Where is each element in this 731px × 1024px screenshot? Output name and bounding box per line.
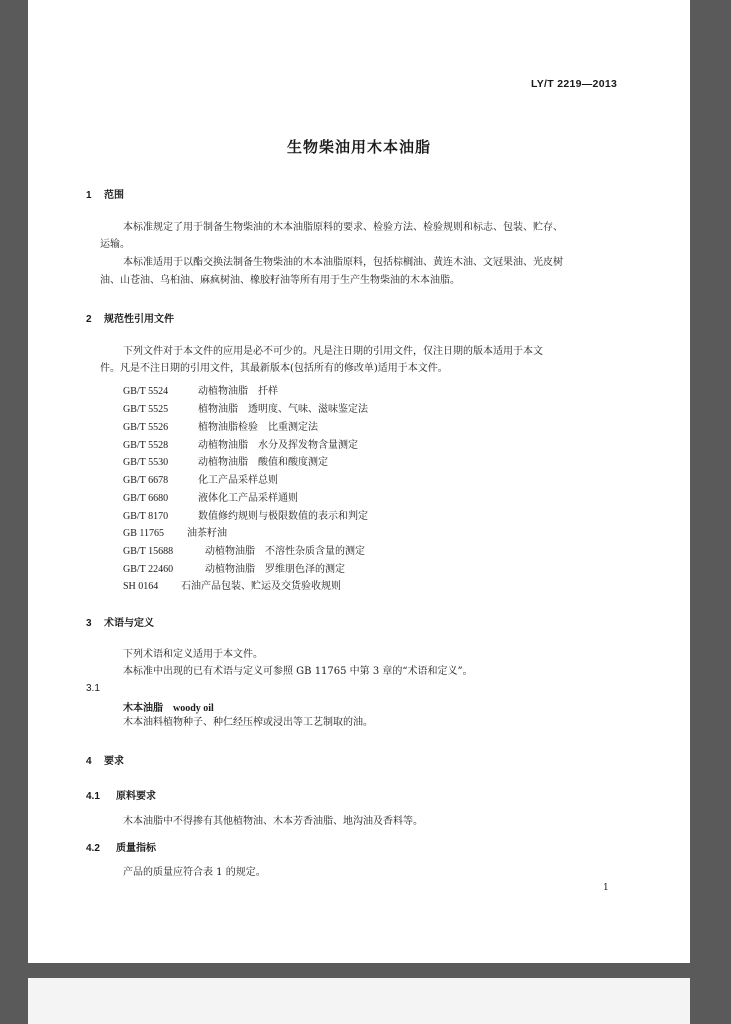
reference-title: 动植物油脂 酸值和酸度测定 <box>198 457 328 468</box>
subsection-number: 4.1 <box>86 791 100 802</box>
reference-item <box>123 489 298 504</box>
section-number: 2 <box>86 314 92 325</box>
paragraph-line: 件。凡是不注日期的引用文件，其最新版本(包括所有的修改单)适用于本文件。 <box>100 363 448 374</box>
reference-item <box>123 507 368 522</box>
reference-item <box>123 471 278 486</box>
paragraph-line: 本标准规定了用于制备生物柴油的木本油脂原料的要求、检验方法、检验规则和标志、包装、贮存、 <box>123 222 563 233</box>
term-chinese: 木本油脂 <box>123 703 163 714</box>
subsection-number: 4.2 <box>86 843 100 854</box>
reference-item <box>123 418 318 433</box>
reference-code: GB/T 22460 <box>123 564 174 575</box>
paragraph-line: 下列文件对于本文件的应用是必不可少的。凡是注日期的引用文件，仅注日期的版本适用于本文 <box>123 346 543 357</box>
section-4-heading <box>86 752 124 767</box>
reference-title: 动植物油脂 水分及挥发物含量测定 <box>198 440 358 451</box>
reference-title: 化工产品采样总则 <box>198 475 278 486</box>
subsection-title: 原料要求 <box>116 791 156 802</box>
reference-title: 石油产品包装、贮运及交货验收规则 <box>181 581 341 592</box>
subsection-4-2-heading <box>86 839 156 854</box>
reference-item <box>123 453 328 468</box>
reference-title: 动植物油脂 扦样 <box>198 386 278 397</box>
term-definition: 木本油料植物种子、种仁经压榨或浸出等工艺制取的油。 <box>123 717 373 728</box>
reference-title: 植物油脂 透明度、气味、滋味鉴定法 <box>198 404 368 415</box>
paragraph-line: 本标准中出现的已有术语与定义可参照 GB 11765 中第 3 章的“术语和定义”。 <box>123 666 473 677</box>
document-page <box>28 0 690 963</box>
paragraph-line: 下列术语和定义适用于本文件。 <box>123 649 263 660</box>
reference-code: GB/T 6678 <box>123 475 169 486</box>
document-title: 生物柴油用木本油脂 <box>286 138 431 156</box>
reference-title: 液体化工产品采样通则 <box>198 493 298 504</box>
reference-code: GB 11765 <box>123 528 165 539</box>
reference-title: 数值修约规则与极限数值的表示和判定 <box>198 511 368 522</box>
paragraph-line: 油、山苍油、乌桕油、麻疯树油、橡胶籽油等所有用于生产生物柴油的木本油脂。 <box>100 275 460 286</box>
term-entry <box>123 699 214 714</box>
reference-item <box>123 382 278 397</box>
reference-item <box>123 524 227 539</box>
paragraph-line: 木本油脂中不得掺有其他植物油、木本芳香油脂、地沟油及香料等。 <box>123 816 423 827</box>
subsection-4-1-heading <box>86 787 156 802</box>
section-number: 4 <box>86 756 92 767</box>
reference-item <box>123 577 341 592</box>
next-page-preview <box>28 978 690 1024</box>
section-1-heading <box>86 186 124 201</box>
reference-code: SH 0164 <box>123 581 159 592</box>
section-title: 规范性引用文件 <box>104 314 174 325</box>
reference-title: 动植物油脂 罗维朋色泽的测定 <box>205 564 345 575</box>
reference-code: GB/T 8170 <box>123 511 169 522</box>
subsection-title: 质量指标 <box>116 843 156 854</box>
section-3-heading <box>86 614 154 629</box>
reference-item <box>123 560 345 575</box>
reference-code: GB/T 5528 <box>123 440 169 451</box>
standard-number: LY/T 2219—2013 <box>531 78 618 90</box>
term-english: woody oil <box>173 703 214 714</box>
reference-code: GB/T 15688 <box>123 546 174 557</box>
reference-title: 植物油脂检验 比重测定法 <box>198 422 318 433</box>
reference-code: GB/T 5530 <box>123 457 169 468</box>
reference-code: GB/T 5525 <box>123 404 169 415</box>
paragraph-line: 运输。 <box>100 239 130 250</box>
reference-title: 油茶籽油 <box>187 528 227 539</box>
reference-item <box>123 542 365 557</box>
reference-title: 动植物油脂 不溶性杂质含量的测定 <box>205 546 365 557</box>
reference-code: GB/T 5526 <box>123 422 169 433</box>
subsection-number: 3.1 <box>86 683 100 694</box>
page-number: 1 <box>603 883 609 893</box>
paragraph-line: 产品的质量应符合表 1 的规定。 <box>123 867 266 878</box>
section-number: 3 <box>86 618 92 629</box>
section-title: 术语与定义 <box>104 618 154 629</box>
section-title: 范围 <box>104 190 124 201</box>
section-number: 1 <box>86 190 92 201</box>
paragraph-line: 本标准适用于以酯交换法制备生物柴油的木本油脂原料，包括棕榈油、黄连木油、文冠果油、光皮树 <box>123 257 563 268</box>
reference-item <box>123 400 368 415</box>
section-2-heading <box>86 310 174 325</box>
section-title: 要求 <box>104 756 124 767</box>
reference-code: GB/T 6680 <box>123 493 169 504</box>
reference-code: GB/T 5524 <box>123 386 169 397</box>
reference-item <box>123 436 358 451</box>
